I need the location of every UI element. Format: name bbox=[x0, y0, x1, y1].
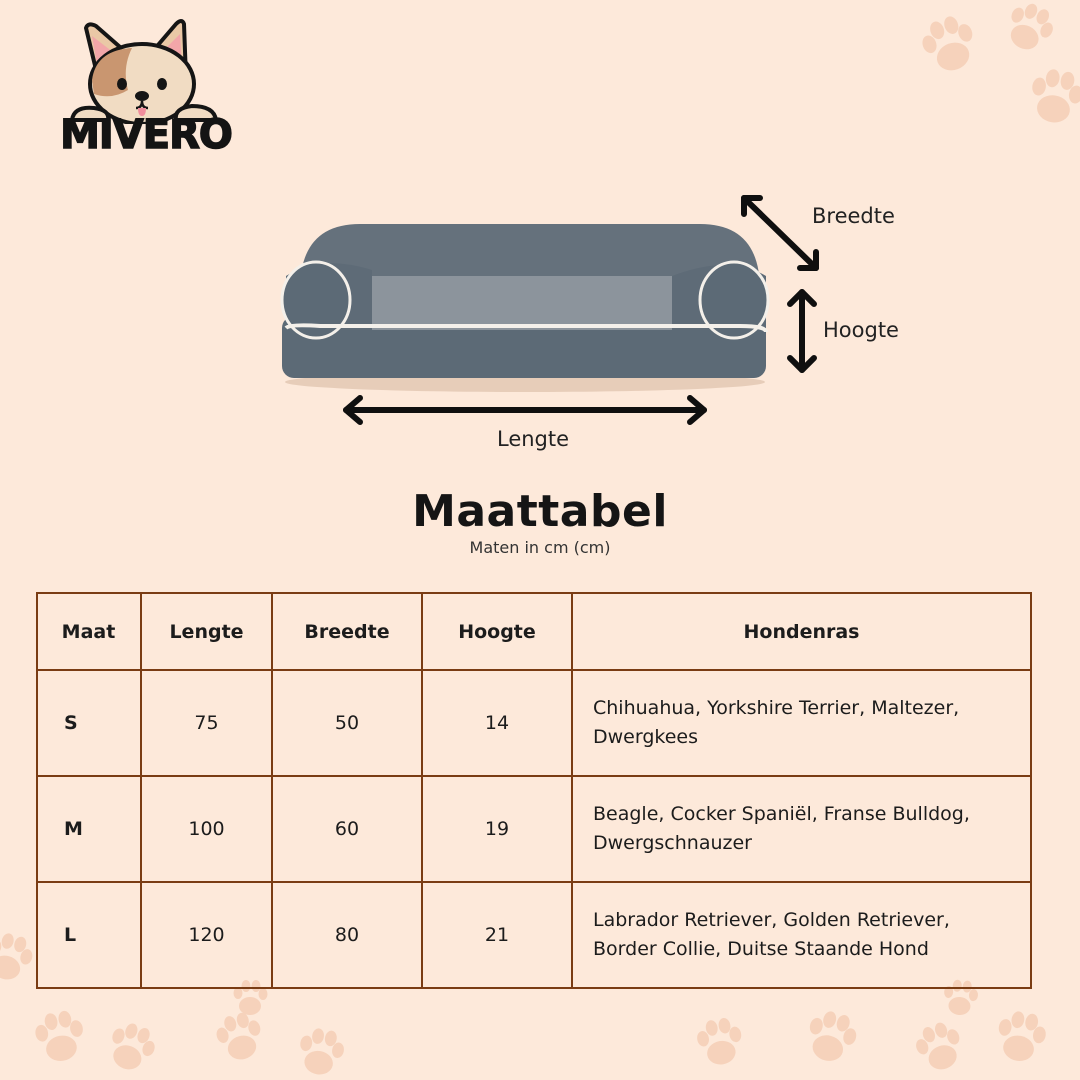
height-label: Hoogte bbox=[823, 318, 899, 342]
size-cell: L bbox=[37, 882, 141, 988]
table-header-row bbox=[37, 593, 1031, 670]
table-row bbox=[37, 882, 1031, 988]
length-cell: 100 bbox=[141, 776, 272, 882]
length-label: Lengte bbox=[497, 427, 570, 451]
width-cell: 60 bbox=[272, 776, 422, 882]
length-cell: 120 bbox=[141, 882, 272, 988]
width-cell: 50 bbox=[272, 670, 422, 776]
breeds-cell: Beagle, Cocker Spaniël, Franse Bulldog, Dwergschnauzer bbox=[572, 776, 1031, 882]
header-width: Breedte bbox=[272, 593, 422, 670]
header-size: Maat bbox=[37, 593, 141, 670]
brand-logo bbox=[52, 14, 238, 164]
bed-dimension-diagram bbox=[260, 180, 940, 470]
height-cell: 14 bbox=[422, 670, 572, 776]
width-label: Breedte bbox=[812, 204, 895, 228]
table-row bbox=[37, 776, 1031, 882]
breeds-cell: Labrador Retriever, Golden Retriever, Border Collie, Duitse Staande Hond bbox=[572, 882, 1031, 988]
size-cell: M bbox=[37, 776, 141, 882]
dog-face-icon bbox=[52, 14, 238, 124]
header-breeds: Hondenras bbox=[572, 593, 1031, 670]
header-length: Lengte bbox=[141, 593, 272, 670]
height-cell: 19 bbox=[422, 776, 572, 882]
size-cell: S bbox=[37, 670, 141, 776]
breeds-cell: Chihuahua, Yorkshire Terrier, Maltezer, Dwergkees bbox=[572, 670, 1031, 776]
page-subtitle: Maten in cm (cm) bbox=[469, 538, 611, 557]
length-cell: 75 bbox=[141, 670, 272, 776]
height-cell: 21 bbox=[422, 882, 572, 988]
width-cell: 80 bbox=[272, 882, 422, 988]
header-height: Hoogte bbox=[422, 593, 572, 670]
size-table bbox=[36, 592, 1032, 989]
page-title: Maattabel bbox=[412, 486, 668, 537]
table-row bbox=[37, 670, 1031, 776]
brand-name: MIVERO bbox=[60, 112, 232, 158]
